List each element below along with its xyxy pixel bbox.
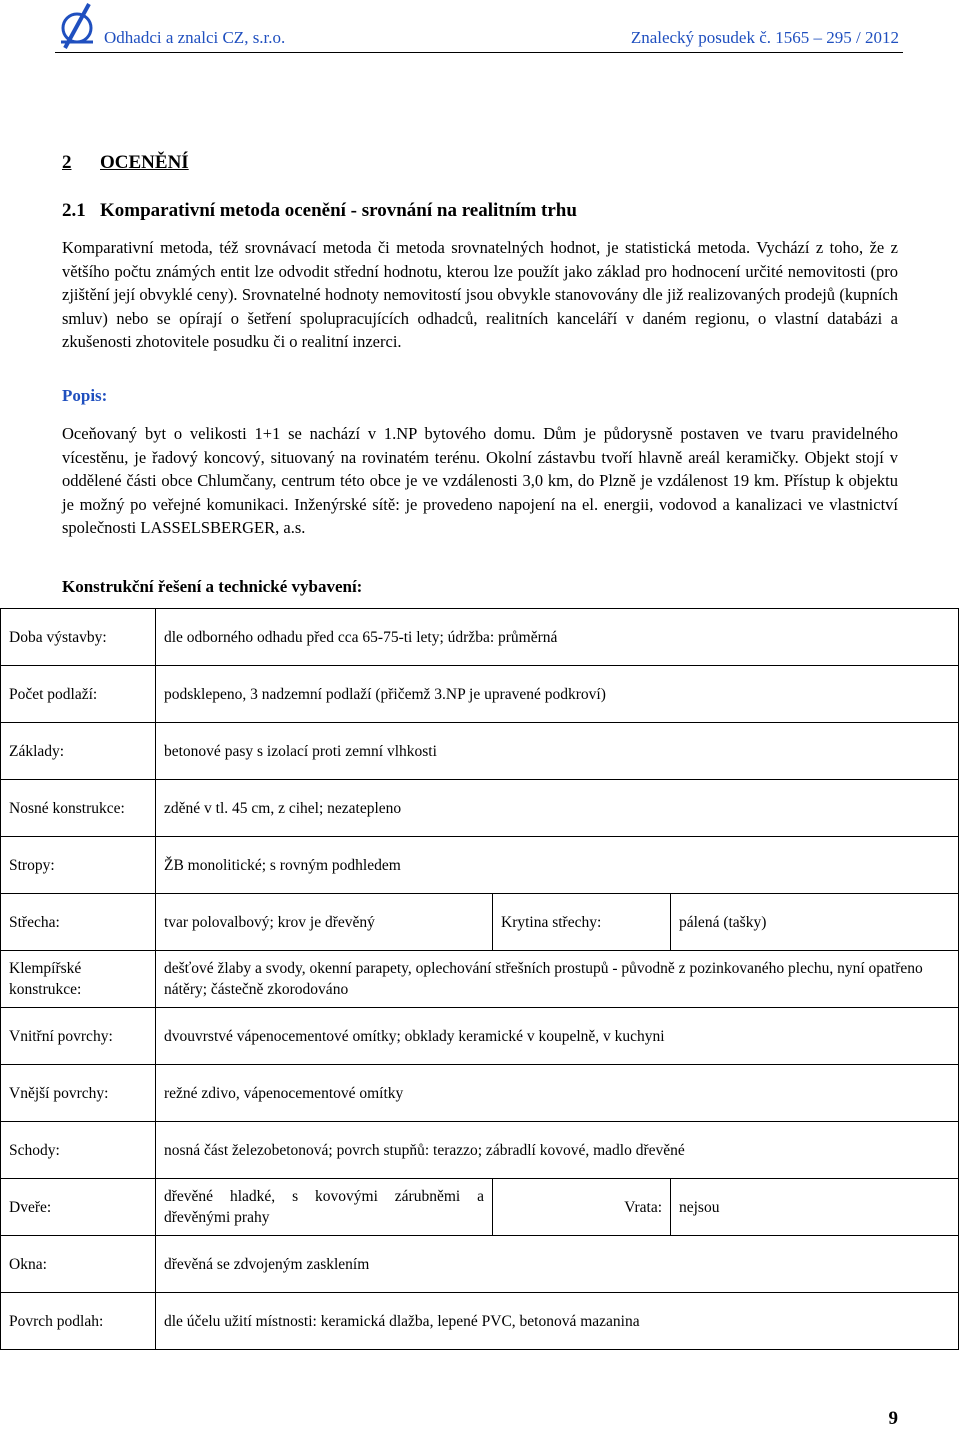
row-label: Vnější povrchy: xyxy=(1,1065,156,1122)
row-value: nosná část železobetonová; povrch stupňů: terazzo; zábradlí kovové, madlo dřevěné xyxy=(156,1122,959,1179)
table-row xyxy=(1,723,959,780)
row-value: dřevěné hladké, s kovovými zárubněmi a dřevěnými prahy xyxy=(156,1179,493,1236)
row-value: podsklepeno, 3 nadzemní podlaží (přičemž 3.NP je upravené podkroví) xyxy=(156,666,959,723)
row-label: Schody: xyxy=(1,1122,156,1179)
row-label: Doba výstavby: xyxy=(1,609,156,666)
row-label: Počet podlaží: xyxy=(1,666,156,723)
row-label: Nosné konstrukce: xyxy=(1,780,156,837)
table-row xyxy=(1,780,959,837)
row-value: dřevěná se zdvojeným zasklením xyxy=(156,1236,959,1293)
table-row xyxy=(1,1065,959,1122)
table-row xyxy=(1,1122,959,1179)
row-label: Okna: xyxy=(1,1236,156,1293)
row-label-secondary: Vrata: xyxy=(493,1179,671,1236)
company-logo-icon xyxy=(59,2,97,50)
table-row xyxy=(1,1293,959,1350)
table-row xyxy=(1,1236,959,1293)
section-title: 2 OCENĚNÍ xyxy=(62,152,189,173)
table-row xyxy=(1,837,959,894)
row-value: ŽB monolitické; s rovným podhledem xyxy=(156,837,959,894)
row-value-secondary: pálená (tašky) xyxy=(671,894,959,951)
row-label: Povrch podlah: xyxy=(1,1293,156,1350)
subsection-title: 2.1 Komparativní metoda ocenění - srovnání na realitním trhu xyxy=(62,200,577,221)
row-label: Klempířské konstrukce: xyxy=(1,951,156,1008)
table-row xyxy=(1,666,959,723)
table-row xyxy=(1,951,959,1008)
popis-paragraph: Oceňovaný byt o velikosti 1+1 se nachází v 1.NP bytového domu. Dům je půdorysně postaven ve tvaru pravidelného vícestěnu, je řadový koncový, situovaný na rovinatém terénu. Okolní zástavbu tvoří hlavně areál keramičky. Objekt stojí v oddělené části obce Chlumčany, centrum této obce je ve vzdálenosti 3,0 km, do Plzně je vzdálenost 19 km. Přístup k objektu je možný po veřejné komunikaci. Inženýrské sítě: je provedeno napojení na el. energii, vodovod a kanalizaci ve vlastnictví společnosti LASSELSBERGER, a.s. xyxy=(62,424,898,537)
construction-table xyxy=(0,608,959,1350)
row-value-secondary: nejsou xyxy=(671,1179,959,1236)
page-number: 9 xyxy=(888,1408,898,1429)
table-row xyxy=(1,609,959,666)
row-label: Vnitřní povrchy: xyxy=(1,1008,156,1065)
row-label: Základy: xyxy=(1,723,156,780)
row-value: režné zdivo, vápenocementové omítky xyxy=(156,1065,959,1122)
company-name: Odhadci a znalci CZ, s.r.o. xyxy=(104,28,286,47)
row-value: dvouvrstvé vápenocementové omítky; obklady keramické v koupelně, v kuchyni xyxy=(156,1008,959,1065)
intro-paragraph: Komparativní metoda, též srovnávací metoda či metoda srovnatelných hodnot, je statistická metoda. Vychází z toho, že z většího počtu známých entit lze odvodit střední hodnotu, kterou lze použít jako základ pro hodnocení určité nemovitosti (pro zjištění její obvyklé ceny). Srovnatelné hodnoty nemovitostí jsou obvykle stanovovány dle již realizovaných prodejů (kupních smluv) nebo se opírají o šetření spolupracujících odhadců, realitních kanceláří v daném regionu, o vlastní databázi a zkušenosti zhotovitele posudku či o realitní inzerci. xyxy=(62,238,898,351)
row-value: zděné v tl. 45 cm, z cihel; nezatepleno xyxy=(156,780,959,837)
report-number: Znalecký posudek č. 1565 – 295 / 2012 xyxy=(630,28,899,47)
table-row xyxy=(1,894,959,951)
row-value: dle účelu užití místnosti: keramická dlažba, lepené PVC, betonová mazanina xyxy=(156,1293,959,1350)
row-label: Stropy: xyxy=(1,837,156,894)
row-value: tvar polovalbový; krov je dřevěný xyxy=(156,894,493,951)
table-row xyxy=(1,1179,959,1236)
page-header xyxy=(55,0,903,53)
popis-label: Popis: xyxy=(62,386,108,405)
row-label: Střecha: xyxy=(1,894,156,951)
row-label-secondary: Krytina střechy: xyxy=(493,894,671,951)
row-value: dešťové žlaby a svody, okenní parapety, oplechování střešních prostupů - původně z pozinkovaného plechu, nyní opatřeno nátěry; částečně zkorodováno xyxy=(156,951,959,1008)
row-label: Dveře: xyxy=(1,1179,156,1236)
table-row xyxy=(1,1008,959,1065)
construction-heading: Konstrukční řešení a technické vybavení: xyxy=(62,577,363,596)
row-value: dle odborného odhadu před cca 65-75-ti lety; údržba: průměrná xyxy=(156,609,959,666)
row-value: betonové pasy s izolací proti zemní vlhkosti xyxy=(156,723,959,780)
